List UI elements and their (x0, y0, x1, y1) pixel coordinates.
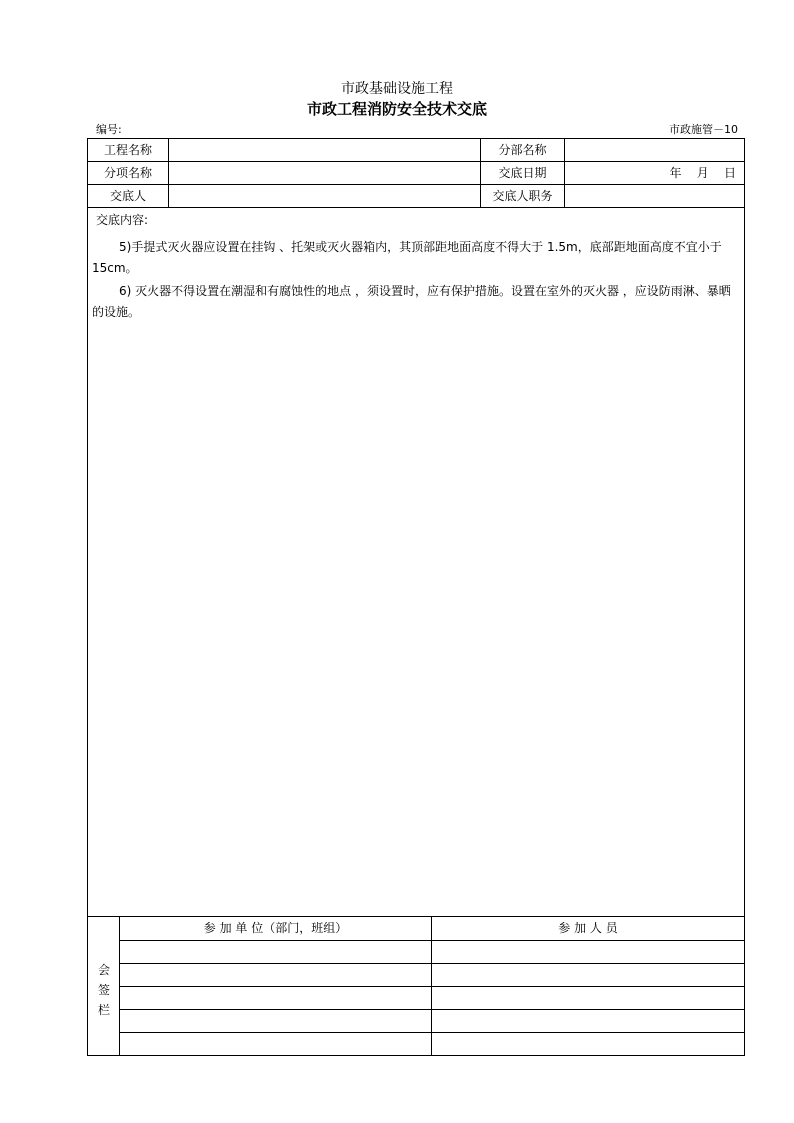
content-label: 交底内容: (96, 213, 149, 227)
info-row-subitem (88, 162, 744, 185)
info-row-presenter (88, 185, 744, 208)
info-row-project (88, 139, 744, 162)
signoff-row[interactable] (120, 963, 744, 987)
division-label: 分部名称 (498, 143, 547, 157)
presenter-title-field[interactable] (565, 185, 744, 207)
document-title: 市政工程消防安全技术交底 (306, 100, 487, 118)
serial-number-label: 编号: (96, 123, 122, 136)
content-paragraph: 5)手提式灭火器应设置在挂钩 、托架或灭火器箱内，其顶部距地面高度不得大于 1.5m，底部距地面高度不宜小于 15cm。 (92, 240, 722, 275)
signoff-column-divider (431, 917, 432, 1056)
subitem-label: 分项名称 (103, 166, 152, 180)
signoff-header-row (120, 917, 744, 941)
signoff-section (88, 916, 744, 1056)
project-name-label: 工程名称 (103, 143, 152, 157)
presenter-field[interactable] (169, 185, 480, 207)
people-column-header: 参 加 人 员 (558, 921, 618, 935)
signoff-char: 会 (97, 963, 110, 977)
disclosure-form (87, 138, 745, 1056)
form-code: 市政施管－10 (669, 123, 738, 136)
date-field[interactable]: 年 月 日 (669, 166, 736, 180)
signoff-char: 签 (97, 983, 110, 997)
subitem-field[interactable] (169, 162, 480, 184)
signoff-side-label (88, 917, 120, 1056)
date-label: 交底日期 (498, 166, 547, 180)
signoff-char: 栏 (97, 1003, 110, 1017)
presenter-label: 交底人 (109, 189, 146, 203)
project-name-field[interactable] (169, 139, 480, 161)
presenter-title-label: 交底人职务 (492, 189, 553, 203)
document-subtitle: 市政基础设施工程 (341, 81, 453, 97)
division-field[interactable] (565, 139, 744, 161)
signoff-row[interactable] (120, 1009, 744, 1033)
signoff-row[interactable] (120, 940, 744, 964)
content-paragraph: 6) 灭火器不得设置在潮湿和有腐蚀性的地点 ，须设置时，应有保护措施。设置在室外的灭火器 ，应设防雨淋、暴晒的设施。 (92, 284, 731, 319)
signoff-row[interactable] (120, 986, 744, 1010)
unit-column-header: 参 加 单 位（部门，班组） (203, 921, 348, 935)
